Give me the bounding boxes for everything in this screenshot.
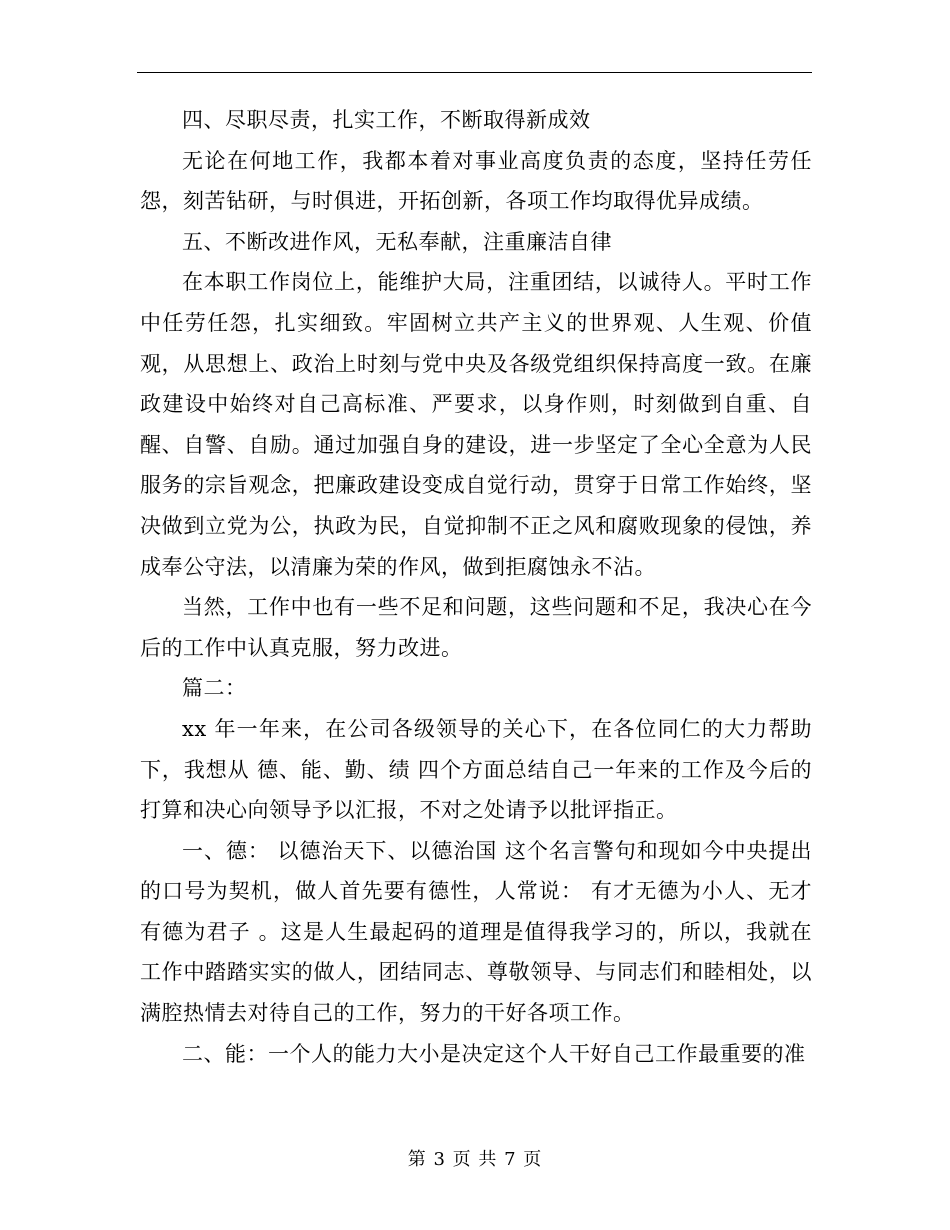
article-heading-2: 篇二： (182, 676, 247, 701)
section-heading-5: 五、不断改进作风，无私奉献，注重廉洁自律 (182, 229, 612, 254)
header-rule (137, 72, 812, 73)
document-body (140, 100, 812, 1074)
paragraph: 当然，工作中也有一些不足和问题，这些问题和不足，我决心在今后的工作中认真克服，努力改进。 (140, 595, 812, 660)
paragraph: 一、德： 以德治天下、以德治国 这个名言警句和现如今中央提出的口号为契机，做人首先要有德性，人常说： 有才无德为小人、无才有德为君子 。这是人生最起码的道理是值得我学习的，所以，我就在工作中踏踏实实的做人，团结同志、尊敬领导、与同志们和睦相处，以满腔热情去对待自己的工作，努力的干好各项工作。 (140, 838, 812, 1026)
paragraph: 无论在何地工作，我都本着对事业高度负责的态度，坚持任劳任怨，刻苦钻研，与时俱进，开拓创新，各项工作均取得优异成绩。 (140, 148, 812, 214)
paragraph: xx 年一年来，在公司各级领导的关心下，在各位同仁的大力帮助下，我想从 德、能、勤、绩 四个方面总结自己一年来的工作及今后的打算和决心向领导予以汇报，不对之处请予以批评指正。 (140, 716, 812, 823)
paragraph: 二、能：一个人的能力大小是决定这个人干好自己工作最重要的准 (182, 1041, 806, 1066)
paragraph: 在本职工作岗位上，能维护大局，注重团结，以诚待人。平时工作中任劳任怨，扎实细致。牢固树立共产主义的世界观、人生观、价值观，从思想上、政治上时刻与党中央及各级党组织保持高度一致。在廉政建设中始终对自己高标准、严要求，以身作则，时刻做到自重、自醒、自警、自励。通过加强自身的建设，进一步坚定了全心全意为人民服务的宗旨观念，把廉政建设变成自觉行动，贯穿于日常工作始终，坚决做到立党为公，执政为民，自觉抑制不正之风和腐败现象的侵蚀，养成奉公守法，以清廉为荣的作风，做到拒腐蚀永不沾。 (140, 270, 812, 579)
section-heading-4: 四、尽职尽责，扎实工作，不断取得新成效 (182, 108, 591, 132)
page-number-footer: 第 3 页 共 7 页 (407, 1149, 543, 1170)
